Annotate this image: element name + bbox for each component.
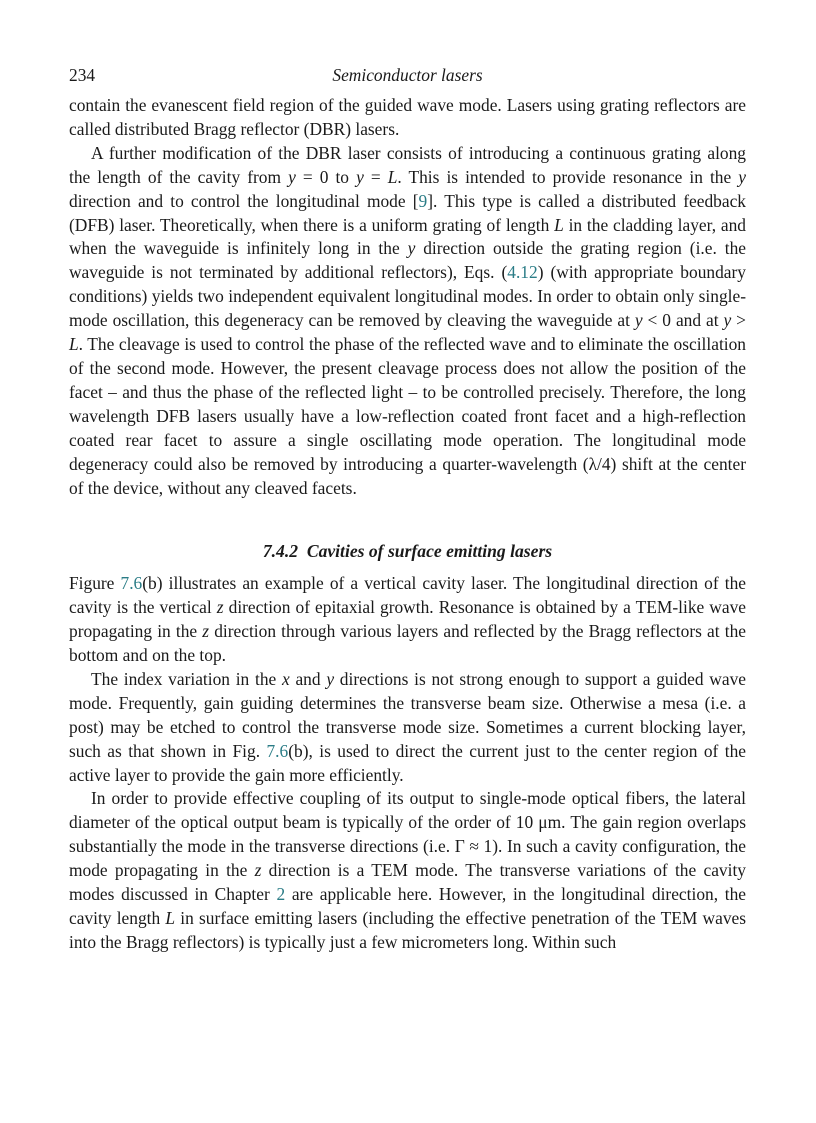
text-run: Figure [69, 573, 121, 594]
text-run: = 0 to [295, 166, 357, 187]
chapter-link-2[interactable]: 2 [276, 884, 286, 905]
text-run: directions is not strong enough to support a guided wave mode. Frequently, gain guiding determines the transverse beam size. Otherwise a mesa (i.e. a post) may be etched to control the transverse mode size. Sometimes a current blocking layer, such as that shown in Fig. [69, 668, 747, 761]
paragraph-2 [69, 142, 746, 501]
math-var: y [738, 166, 746, 187]
math-var: y [407, 238, 416, 259]
equation-link-4-12[interactable]: 4.12 [507, 262, 538, 283]
math-var: x [281, 668, 290, 689]
math-var: z [216, 597, 224, 618]
text-run: < 0 and at [642, 310, 724, 331]
section-heading [69, 540, 746, 564]
running-title: Semiconductor lasers [332, 65, 483, 85]
math-var: L [69, 334, 79, 355]
figure-link-7-6[interactable]: 7.6 [120, 573, 143, 594]
text-run: direction of epitaxial growth. Resonance is obtained by a TEM-like wave propagating in the [69, 597, 746, 642]
text-run: A further modification of the DBR laser consists of introducing a continuous grating along the length of the cavity from [69, 142, 746, 187]
paragraph-5 [69, 787, 746, 954]
math-var: L [165, 908, 176, 928]
text-run: In order to provide effective coupling of its output to single-mode optical fibers, the lateral diameter of the optical output beam is typically of the order of 10 μm. The gain region overlaps substantially the mode in the transverse directions (i.e. Γ ≈ 1). In such a cavity configuration, the mode propagating in the [69, 788, 746, 881]
text-run: . This is intended to provide resonance in the [397, 166, 739, 187]
math-var: z [202, 621, 210, 642]
figure-link-7-6[interactable]: 7.6 [266, 740, 289, 761]
section-title: Cavities of surface emitting lasers [306, 541, 553, 562]
section-number: 7.4.2 [262, 541, 299, 562]
text-run: ]. This type is called a distributed feedback (DFB) laser. Theoretically, when there is a uniform grating of length [69, 190, 746, 235]
text-run: direction outside the grating region (i.e. the waveguide is not terminated by additional reflectors), Eqs. ( [69, 238, 746, 283]
page-number: 234 [69, 65, 96, 85]
math-var: y [634, 310, 643, 331]
text-run: . The cleavage is used to control the phase of the reflected wave and to eliminate the oscillation of the second mode. However, the present cleavage process does not allow the position of the facet – and thus the phase of the reflected light – to be controlled precisely. Therefore, the long wavelength DFB lasers usually have a low-reflection coated front facet and a high-reflection coated rear facet to assure a single oscillating mode operation. The longitudinal mode degeneracy could also be removed by introducing a quarter-wavelength (λ/4) shift at the center of the device, without any cleaved facets. [69, 334, 746, 498]
math-var: y [356, 166, 364, 187]
reference-link-9[interactable]: 9 [418, 190, 428, 211]
text-run: direction is a TEM mode. The transverse variations of the cavity modes discussed in Chapter [69, 860, 746, 905]
text-run: = [363, 166, 388, 187]
paragraph-4 [69, 668, 746, 788]
text-run: in surface emitting lasers (including the effective penetration of the TEM waves into the Bragg reflectors) is typically just a few micrometers long. Within such [69, 908, 747, 952]
text-run: in the cladding layer, and when the waveguide is infinitely long in the [69, 214, 746, 259]
text-run: The index variation in the [91, 668, 282, 689]
page [69, 64, 746, 955]
text-run: ) (with appropriate boundary conditions) yields two independent equivalent longitudinal modes. In order to obtain only single-mode oscillation, this degeneracy can be removed by cleaving the waveguide at [69, 262, 746, 331]
text-run: direction and to control the longitudinal mode [ [69, 190, 419, 211]
text-run: direction through various layers and reflected by the Bragg reflectors at the bottom and on the top. [69, 621, 746, 666]
text-run: (b) illustrates an example of a vertical cavity laser. The longitudinal direction of the cavity is the vertical [69, 573, 746, 618]
text-run: (b), is used to direct the current just to the center region of the active layer to provide the gain more efficiently. [69, 740, 746, 785]
paragraph-1: contain the evanescent field region of the guided wave mode. Lasers using grating reflectors are called distributed Bragg reflector (DBR) lasers. [69, 95, 746, 139]
paragraph-3 [69, 572, 746, 668]
math-var: y [723, 310, 732, 331]
text-run: and [289, 668, 327, 689]
math-var: L [554, 214, 564, 235]
math-var: z [254, 860, 262, 881]
text-run: are applicable here. However, in the longitudinal direction, the cavity length [69, 884, 746, 928]
text-run: > [731, 310, 746, 331]
running-head [69, 64, 746, 88]
math-var: y [326, 668, 335, 689]
math-var: y [288, 166, 296, 187]
math-var: L [387, 166, 398, 187]
